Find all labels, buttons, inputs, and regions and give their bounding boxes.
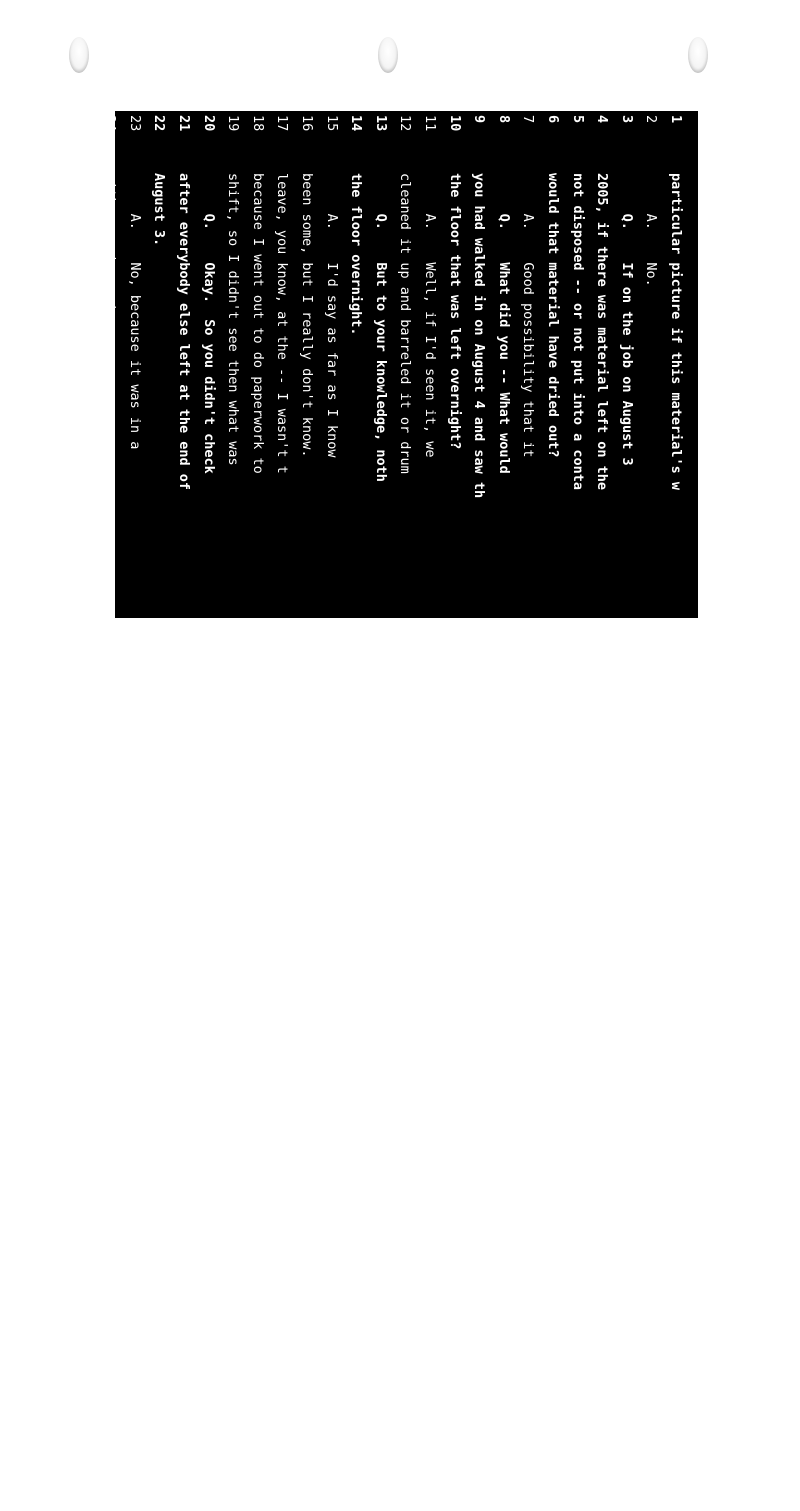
transcript-line — [196, 111, 221, 1511]
transcript-line — [220, 111, 245, 1511]
transcript-lines — [102, 111, 698, 618]
line-number: 20 — [200, 115, 217, 132]
line-number: 10 — [446, 115, 463, 132]
transcript-line — [319, 111, 344, 1511]
line-number: 21 — [176, 115, 192, 132]
line-text: the floor that was left overnight? — [446, 173, 463, 450]
transcript-line — [245, 111, 270, 1511]
line-text: Q. If on the job on August 3 — [618, 173, 635, 474]
line-number: 2 — [643, 115, 660, 124]
line-number: 13 — [372, 115, 389, 132]
binder-hole-left — [69, 37, 89, 73]
transcript-line — [269, 111, 294, 1511]
transcript-line — [663, 111, 688, 1511]
line-text: would that material have dried out? — [545, 173, 561, 458]
line-text: because I went out to do paperwork to — [249, 173, 266, 474]
line-number: 5 — [569, 115, 586, 124]
line-text: A. Well, if I'd seen it, we — [422, 173, 438, 458]
line-text: Q. Okay. So you didn't check — [200, 173, 217, 474]
line-text: been some, but I really don't know. — [299, 173, 315, 458]
line-text: Q. What did you -- What would — [495, 173, 512, 474]
line-number: 19 — [225, 115, 242, 132]
transcript-line — [565, 111, 590, 1511]
transcript-line — [614, 111, 639, 1511]
line-number: 9 — [471, 115, 488, 124]
transcript-line — [146, 111, 171, 1511]
line-number: 4 — [594, 115, 611, 124]
transcript-line — [442, 111, 467, 1511]
transcript-line — [540, 111, 565, 1511]
transcript-line — [466, 111, 491, 1511]
transcript-line — [589, 111, 614, 1511]
line-number: 22 — [151, 115, 168, 132]
line-text: leave, you know, at the -- I wasn't t — [274, 173, 291, 474]
line-text: A. I'd say as far as I know — [323, 173, 340, 458]
line-number: 15 — [323, 115, 340, 132]
line-text: A. Good possibility that it — [520, 173, 537, 458]
line-number: 18 — [249, 115, 266, 132]
line-number: 1 — [668, 115, 684, 124]
line-text: the floor overnight. — [348, 173, 365, 336]
line-text: you had walked in on August 4 and saw th — [471, 173, 488, 499]
transcript-line — [97, 111, 122, 1511]
line-text: cleaned it up and barreled it or drum — [397, 173, 414, 474]
line-text: Q. But to your knowledge, noth — [372, 173, 389, 482]
line-number: 17 — [274, 115, 291, 132]
transcript-line — [368, 111, 393, 1511]
line-number: 12 — [397, 115, 414, 132]
line-number: 11 — [422, 115, 438, 132]
line-text: August 3. — [151, 173, 168, 247]
transcript-line — [294, 111, 319, 1511]
line-text: with neg airs going. — [102, 173, 119, 336]
transcript-line — [515, 111, 540, 1511]
transcript-line — [638, 111, 663, 1511]
line-number: 6 — [545, 115, 561, 124]
line-text: particular picture if this material's w — [668, 173, 684, 490]
line-number: 14 — [348, 115, 365, 132]
line-text: 2005, if there was material left on the — [594, 173, 611, 490]
line-number: 7 — [520, 115, 537, 124]
transcript-line — [417, 111, 442, 1511]
transcript-line — [392, 111, 417, 1511]
line-number: 8 — [495, 115, 512, 124]
binder-hole-center — [378, 37, 398, 73]
transcript-line — [122, 111, 147, 1511]
line-number: 23 — [126, 115, 143, 132]
transcript-page — [102, 111, 698, 618]
binder-hole-right — [688, 37, 708, 73]
line-text: A. No, because it was in a — [126, 173, 143, 450]
line-text: A. No. — [643, 173, 660, 287]
line-number: 24 — [102, 115, 119, 132]
line-number: 3 — [618, 115, 635, 124]
transcript-line — [171, 111, 196, 1511]
transcript-line — [491, 111, 516, 1511]
line-text: after everybody else left at the end of — [176, 173, 192, 490]
line-text: shift, so I didn't see then what was — [225, 173, 242, 466]
line-text: not disposed -- or not put into a conta — [569, 173, 586, 490]
line-number: 16 — [299, 115, 315, 132]
transcript-line — [343, 111, 368, 1511]
